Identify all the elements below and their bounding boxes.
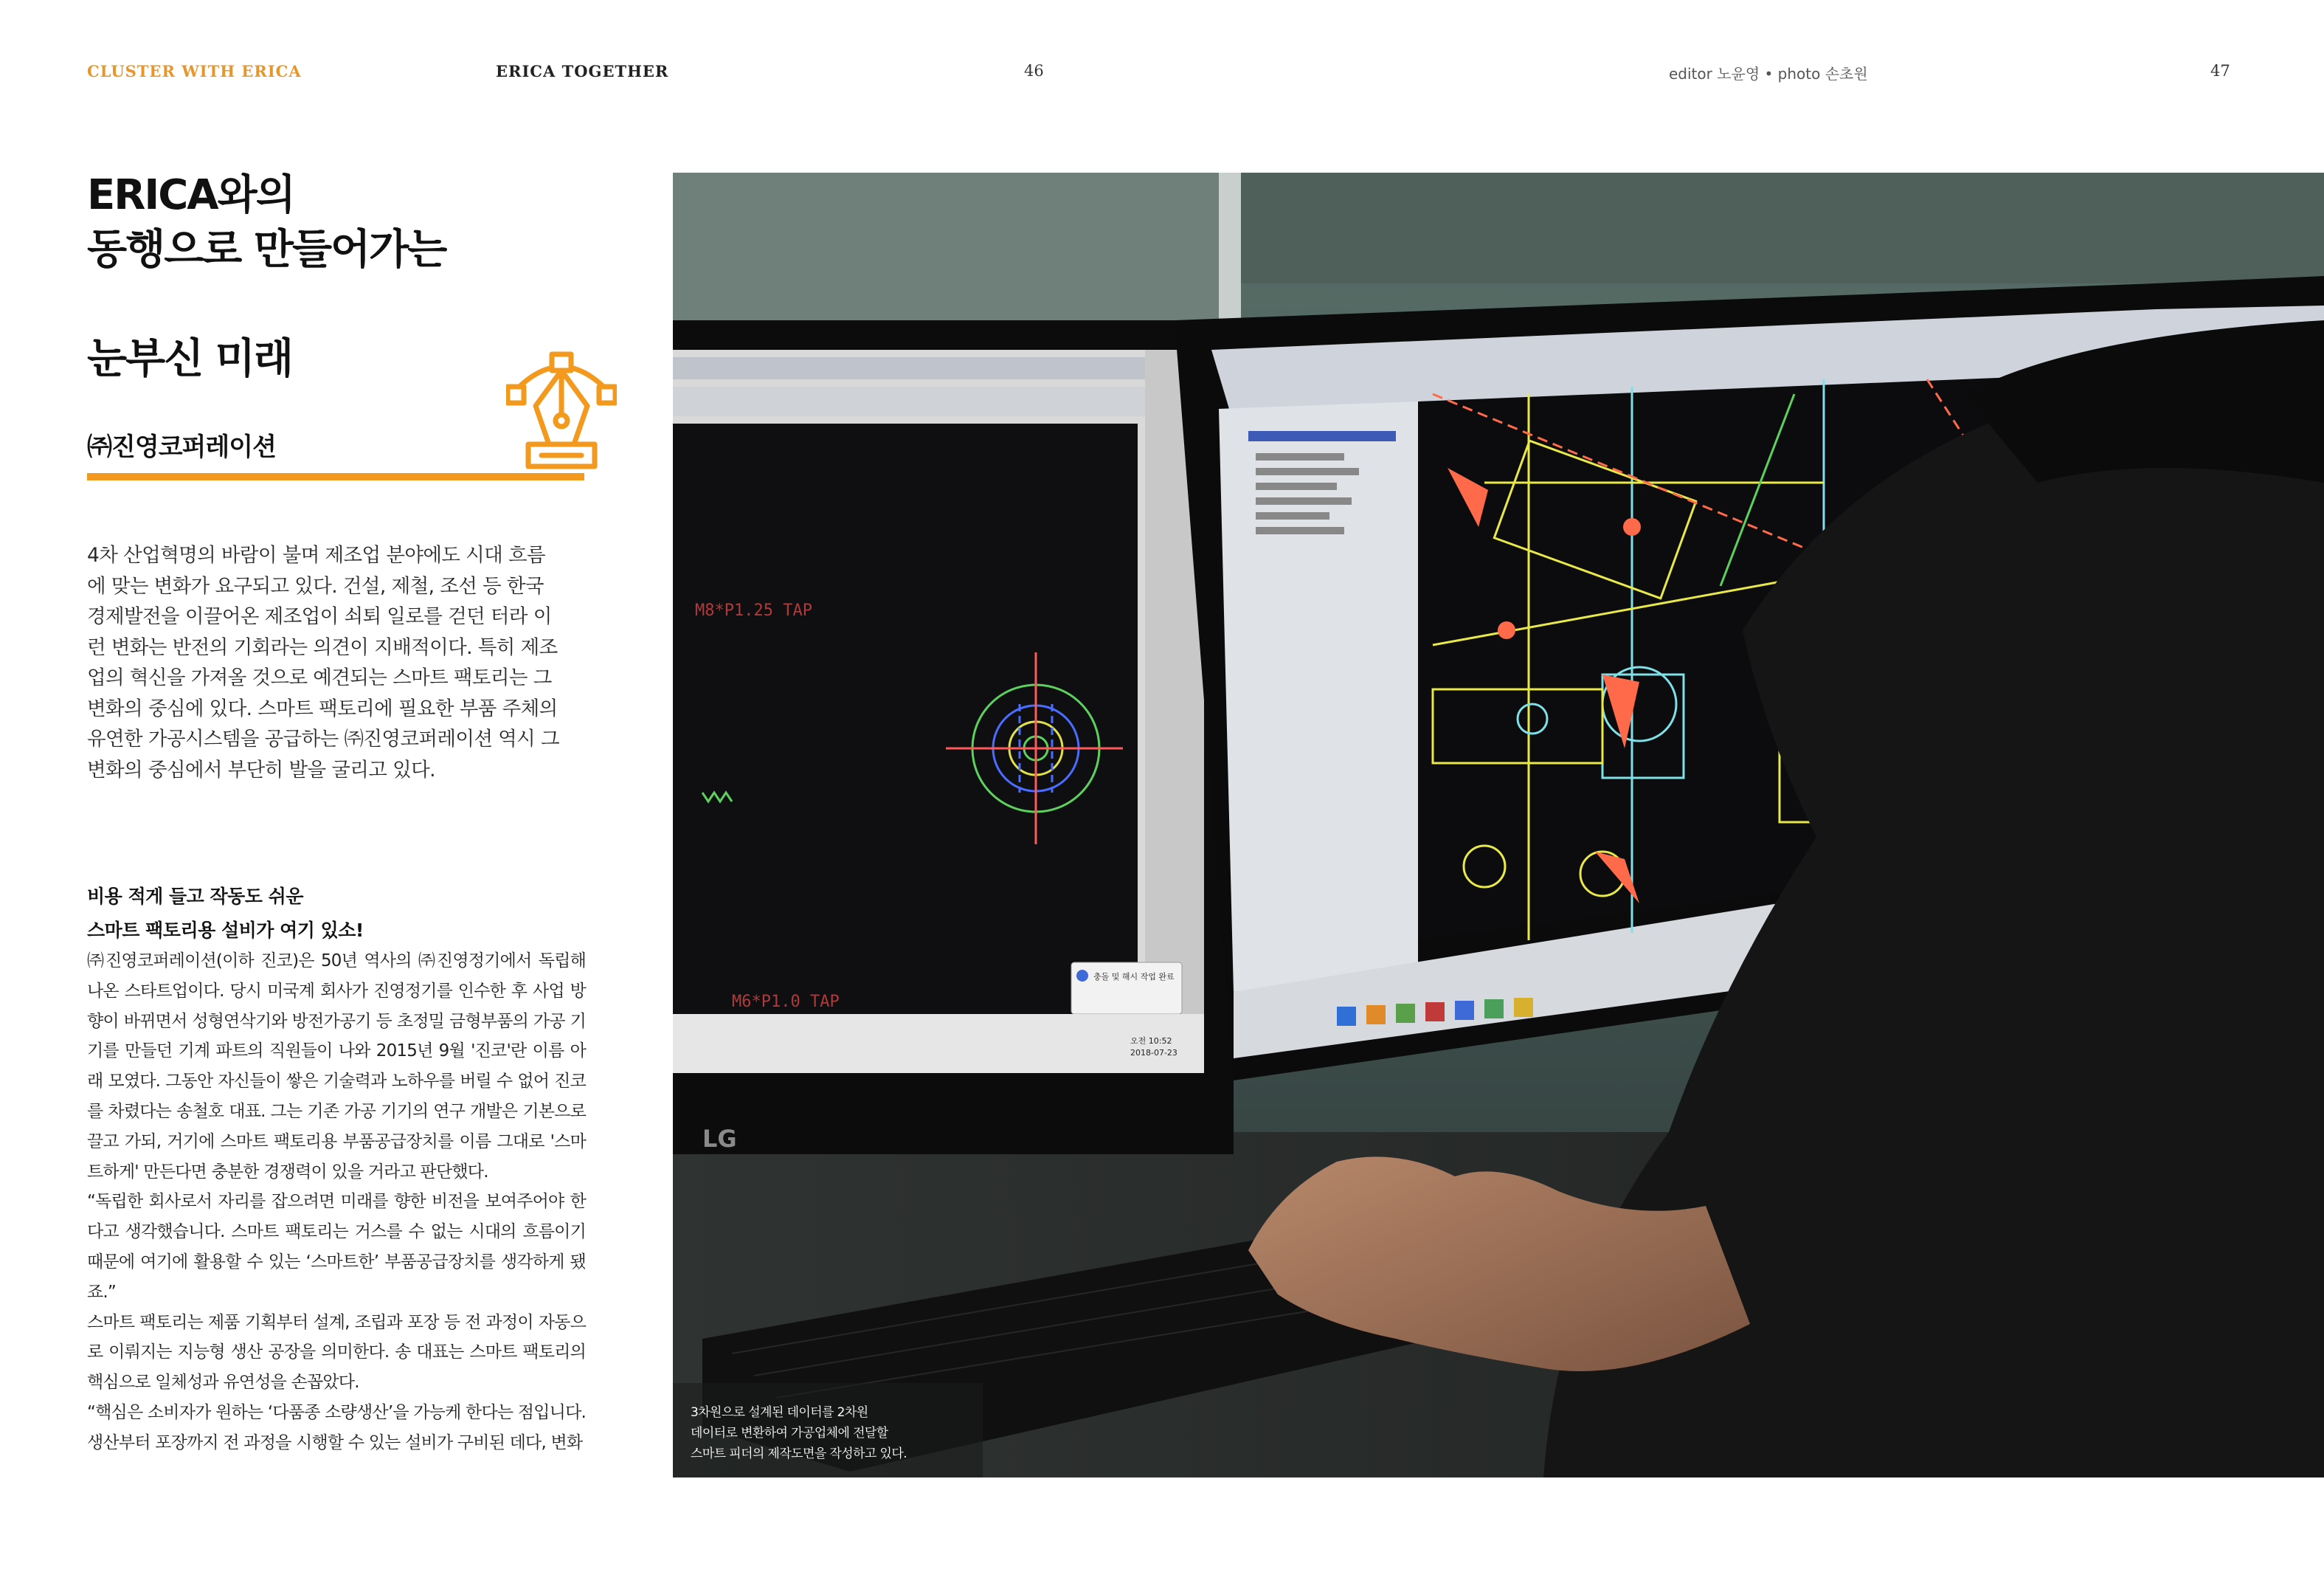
subheading xyxy=(87,880,604,948)
subheading-line-1: 비용 적게 들고 작동도 쉬운 xyxy=(87,886,303,907)
title-line-1: ERICA와의 xyxy=(87,171,294,219)
caption-line-1: 3차원으로 설계된 데이터를 2차원 xyxy=(691,1405,868,1420)
cad-label-m8: M8*P1.25 TAP xyxy=(695,601,812,620)
accent-rule xyxy=(87,473,584,480)
cad-workstation-illustration xyxy=(673,173,2324,1477)
notification-popup xyxy=(1071,962,1182,1014)
body-paragraph-2: “독립한 회사로서 자리를 잡으려면 미래를 향한 비전을 보여주어야 한다고 생각했습니다. 스마트 팩토리는 거스를 수 없는 시대의 흐름이기 때문에 여기에 활용할 수 있는 ‘스마트한’ 부품공급장치를 생각하게 됐죠.” xyxy=(87,1192,586,1302)
caption-line-2: 데이터로 변환하여 가공업체에 전달할 xyxy=(691,1426,888,1441)
company-name: ㈜진영코퍼레이션 xyxy=(87,432,276,462)
magazine-name: ERICA TOGETHER xyxy=(496,62,669,80)
monitor-brand-logo: LG xyxy=(702,1125,737,1153)
body-paragraph-3: 스마트 팩토리는 제품 기획부터 설계, 조립과 포장 등 전 과정이 자동으로 이뤄지는 지능형 생산 공장을 의미한다. 송 대표는 스마트 팩토리의 핵심으로 일체성과 유연성을 손꼽았다. xyxy=(87,1312,586,1393)
caption-line-3: 스마트 피더의 제작도면을 작성하고 있다. xyxy=(691,1446,907,1461)
photo-caption xyxy=(691,1402,971,1464)
notification-title: 충돌 및 해시 작업 완료 xyxy=(1093,972,1175,982)
photo-credit: editor 노윤영 • photo 손초원 xyxy=(1669,65,1868,83)
cad-label-m6: M6*P1.0 TAP xyxy=(732,993,840,1011)
intro-paragraph: 4차 산업혁명의 바람이 불며 제조업 분야에도 시대 흐름에 맞는 변화가 요구되고 있다. 건설, 제철, 조선 등 한국 경제발전을 이끌어온 제조업이 쇠퇴 일로를 걷던 터라 이런 변화는 반전의 기회라는 의견이 지배적이다. 특히 제조업의 혁신을 가져올 것으로 예견되는 스마트 팩토리는 그 변화의 중심에 있다. 스마트 팩토리에 필요한 부품 주체의 유연한 가공시스템을 공급하는 ㈜진영코퍼레이션 역시 그 변화의 중심에서 부단히 발을 굴리고 있다. xyxy=(87,544,559,782)
page-number-right: 47 xyxy=(2210,62,2230,80)
article-photo xyxy=(673,173,2324,1477)
title-line-2: 동행으로 만들어가는 xyxy=(87,226,446,274)
title-line-3: 눈부신 미래 xyxy=(87,335,292,383)
taskbar-date-left: 2018-07-23 xyxy=(1130,1048,1177,1058)
pen-tool-icon xyxy=(506,348,617,478)
body-paragraph-4: “핵심은 소비자가 원하는 ‘다품종 소량생산’을 가능케 한다는 점입니다. 생산부터 포장까지 전 과정을 시행할 수 있는 설비가 구비된 데다, 변화 xyxy=(87,1402,586,1452)
taskbar-time-left: 오전 10:52 xyxy=(1130,1036,1172,1046)
body-text xyxy=(87,946,586,1458)
body-paragraph-1: ㈜진영코퍼레이션(이하 진코)은 50년 역사의 ㈜진영정기에서 독립해 나온 스타트업이다. 당시 미국계 회사가 진영정기를 인수한 후 사업 방향이 바뀌면서 성형연삭기와 방전가공기 등 초정밀 금형부품의 가공 기기를 만들던 기계 파트의 직원들이 나와 2015년 9월 '진코'란 이름 아래 모였다. 그동안 자신들이 쌓은 기술력과 노하우를 버릴 수 없어 진코를 차렸다는 송철호 대표. 그는 기존 가공 기기의 연구 개발은 기본으로 끌고 가되, 거기에 스마트 팩토리용 부품공급장치를 이름 그대로 '스마트하게' 만든다면 충분한 경쟁력이 있을 거라고 판단했다. xyxy=(87,951,586,1182)
subheading-line-2: 스마트 팩토리용 설비가 여기 있소! xyxy=(87,920,364,941)
page-number-left: 46 xyxy=(1024,62,1044,80)
section-tag: CLUSTER WITH ERICA xyxy=(87,62,302,80)
